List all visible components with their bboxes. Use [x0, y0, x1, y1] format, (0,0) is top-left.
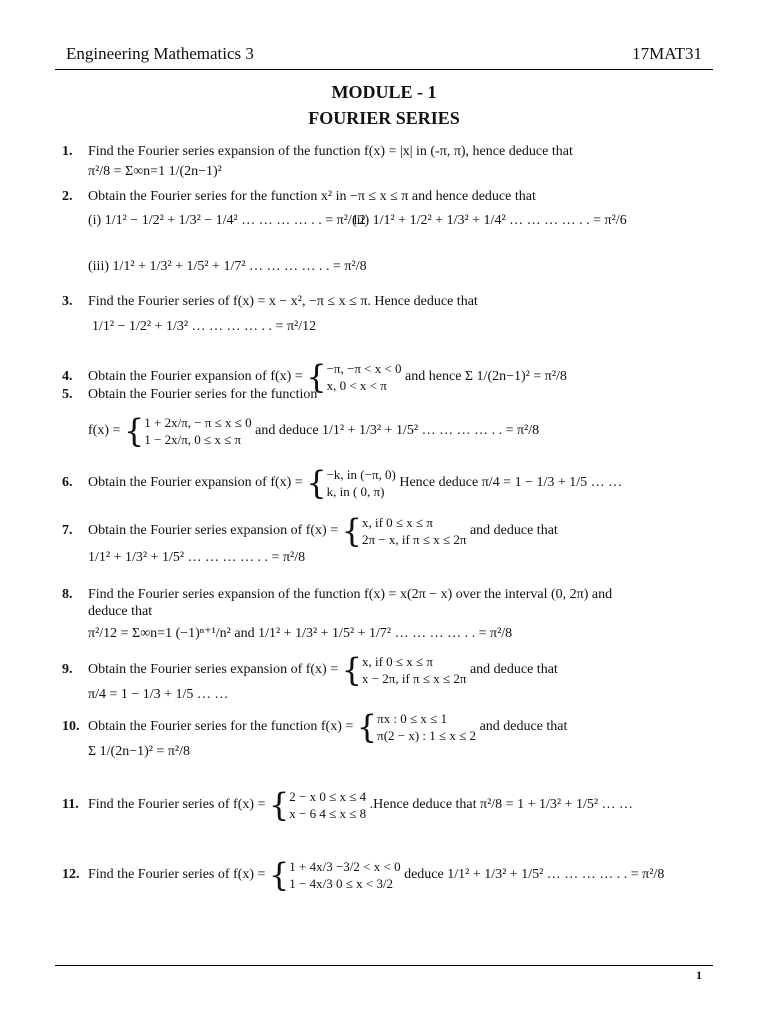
- question-number: 3.: [62, 294, 73, 309]
- question-number: 5.: [62, 387, 73, 402]
- case-2: 2π − x, if π ≤ x ≤ 2π: [361, 532, 467, 547]
- brace: {: [341, 651, 362, 689]
- module-title: MODULE - 1: [331, 82, 437, 102]
- question-3-deduce: 1/1² − 1/2² + 1/3² … … … … . . = π²/12: [92, 319, 317, 334]
- question-2-part-ii: (ii) 1/1² + 1/2² + 1/3² + 1/4² … … … … . . = π²/6: [352, 213, 627, 228]
- question-2: [62, 188, 536, 206]
- case-2: 1 − 2x/π, 0 ≤ x ≤ π: [144, 432, 242, 447]
- brace: {: [306, 358, 327, 396]
- question-2-part-iii: (iii) 1/1² + 1/3² + 1/5² + 1/7² … … … … . . = π²/8: [88, 259, 367, 274]
- question-number: 4.: [62, 369, 73, 385]
- question-text: Obtain the Fourier expansion of f(x) =: [88, 369, 303, 385]
- header-course: Engineering Mathematics 3: [66, 44, 254, 63]
- case-1: 1 + 2x/π, − π ≤ x ≤ 0: [144, 415, 252, 430]
- case-1: x, if 0 ≤ x ≤ π: [361, 654, 433, 669]
- question-tail: .Hence deduce that π²/8 = 1 + 1/3² + 1/5² … …: [369, 797, 634, 813]
- piecewise-cases: [362, 514, 466, 548]
- case-2: k, in ( 0, π): [326, 484, 385, 499]
- question-text: Obtain the Fourier series expansion of f(x) =: [88, 523, 339, 539]
- question-tail: and deduce that: [469, 662, 558, 678]
- function-lhs: f(x) =: [88, 423, 121, 439]
- question-2-part-i: (i) 1/1² − 1/2² + 1/3² − 1/4² … … … … . . = π²/12: [88, 213, 366, 228]
- brace: {: [356, 708, 378, 746]
- question-number: 12.: [62, 867, 80, 883]
- question-1-deduce: π²/8 = Σ∞n=1 1/(2n−1)²: [88, 164, 222, 179]
- piecewise-cases: [377, 710, 476, 744]
- question-12: [62, 858, 664, 892]
- question-9-deduce: π/4 = 1 − 1/3 + 1/5 … …: [88, 687, 229, 702]
- question-3: [62, 293, 478, 311]
- question-10-deduce: Σ 1/(2n−1)² = π²/8: [88, 744, 191, 759]
- case-1: πx : 0 ≤ x ≤ 1: [377, 711, 448, 726]
- question-text: Find the Fourier series of f(x) =: [88, 797, 266, 813]
- header-divider: [55, 69, 713, 70]
- case-2: x, 0 < x < π: [326, 378, 387, 393]
- question-number: 1.: [62, 144, 73, 159]
- question-8: [62, 586, 612, 604]
- question-tail: deduce 1/1² + 1/3² + 1/5² … … … … . . = π²/8: [404, 867, 665, 883]
- question-tail: Hence deduce π/4 = 1 − 1/3 + 1/5 … …: [399, 475, 623, 491]
- question-10: [62, 710, 567, 744]
- brace: {: [306, 464, 327, 502]
- question-text: Obtain the Fourier expansion of f(x) =: [88, 475, 303, 491]
- question-text: Obtain the Fourier series expansion of f(x) =: [88, 662, 339, 678]
- question-text: Find the Fourier series of f(x) = x − x², −π ≤ x ≤ π. Hence deduce that: [88, 294, 478, 309]
- question-number: 9.: [62, 662, 73, 678]
- page-number: 1: [696, 968, 702, 982]
- question-7: [62, 514, 558, 548]
- question-text: Obtain the Fourier series for the function f(x) =: [88, 719, 354, 735]
- question-text: Obtain the Fourier series for the function: [88, 387, 318, 402]
- question-text: Obtain the Fourier series for the function x² in −π ≤ x ≤ π and hence deduce that: [88, 189, 536, 204]
- piecewise-cases: [144, 414, 251, 448]
- question-7-deduce: 1/1² + 1/3² + 1/5² … … … … . . = π²/8: [88, 550, 306, 565]
- case-1: −k, in (−π, 0): [326, 467, 396, 482]
- section-title: FOURIER SERIES: [308, 108, 460, 128]
- question-6: [62, 466, 622, 500]
- question-1: [62, 143, 573, 161]
- piecewise-cases: [289, 858, 400, 892]
- case-2: x − 2π, if π ≤ x ≤ 2π: [361, 671, 467, 686]
- question-number: 6.: [62, 475, 73, 491]
- footer-divider: [55, 965, 713, 966]
- question-11: [62, 788, 633, 822]
- case-1: 2 − x 0 ≤ x ≤ 4: [289, 789, 367, 804]
- question-tail: and hence Σ 1/(2n−1)² = π²/8: [405, 369, 567, 385]
- question-9: [62, 653, 558, 687]
- case-2: 1 − 4x/3 0 ≤ x < 3/2: [289, 876, 394, 891]
- question-number: 11.: [62, 797, 79, 813]
- question-number: 10.: [62, 719, 80, 735]
- question-5-body: [88, 414, 539, 448]
- question-number: 7.: [62, 523, 73, 539]
- question-text: Find the Fourier series expansion of the function f(x) = x(2π − x) over the interval (0, 2π) and: [88, 587, 613, 602]
- piecewise-cases: [327, 466, 396, 500]
- header-code: 17MAT31: [632, 44, 702, 63]
- piecewise-cases: [327, 360, 402, 394]
- brace: {: [268, 856, 290, 894]
- question-tail: and deduce that: [469, 523, 558, 539]
- case-1: −π, −π < x < 0: [326, 361, 402, 376]
- question-8-line-2: deduce that: [88, 604, 153, 619]
- brace: {: [123, 412, 145, 450]
- page-header: [66, 44, 702, 68]
- brace: {: [341, 512, 362, 550]
- brace: {: [268, 786, 290, 824]
- question-tail: and deduce that: [479, 719, 568, 735]
- question-number: 8.: [62, 587, 73, 602]
- case-2: π(2 − x) : 1 ≤ x ≤ 2: [377, 728, 477, 743]
- case-1: 1 + 4x/3 −3/2 < x < 0: [289, 859, 401, 874]
- question-text: Find the Fourier series of f(x) =: [88, 867, 266, 883]
- case-1: x, if 0 ≤ x ≤ π: [361, 515, 433, 530]
- question-number: 2.: [62, 189, 73, 204]
- case-2: x − 6 4 ≤ x ≤ 8: [289, 806, 367, 821]
- question-tail: and deduce 1/1² + 1/3² + 1/5² … … … … . . = π²/8: [255, 423, 540, 439]
- piecewise-cases: [289, 788, 366, 822]
- question-5: [62, 386, 317, 404]
- question-8-deduce: π²/12 = Σ∞n=1 (−1)ⁿ⁺¹/n² and 1/1² + 1/3² + 1/5² + 1/7² … … … … . . = π²/8: [88, 626, 513, 641]
- piecewise-cases: [362, 653, 466, 687]
- question-text: Find the Fourier series expansion of the function f(x) = |x| in (-π, π), hence deduce that: [88, 144, 573, 159]
